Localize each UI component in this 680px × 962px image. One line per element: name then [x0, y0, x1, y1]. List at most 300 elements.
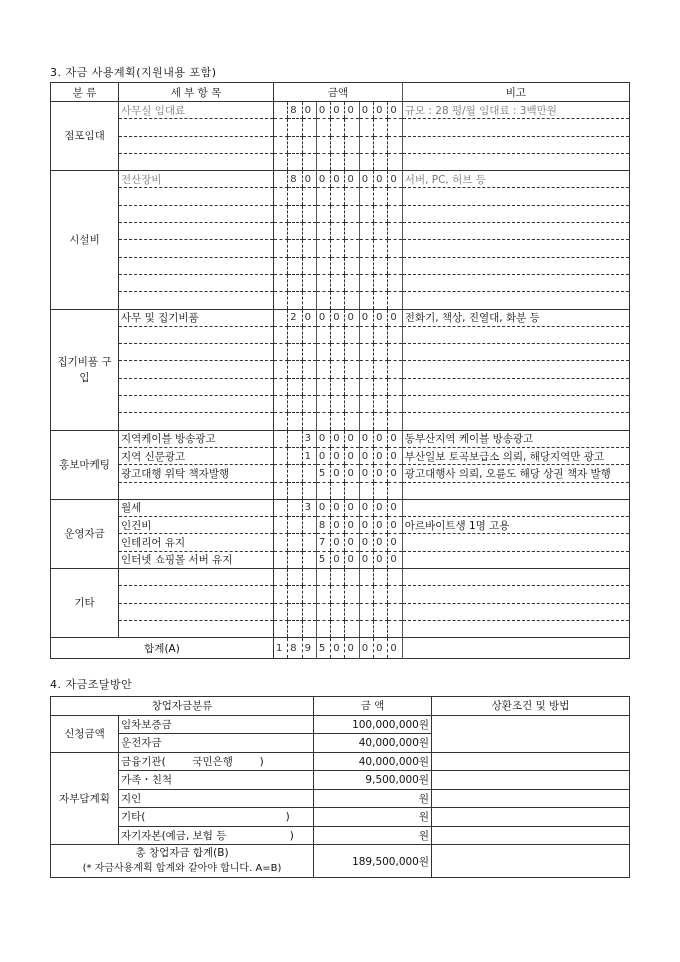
amount-digit: 0 [316, 499, 330, 516]
amount-digit [274, 396, 288, 413]
amount-digit [331, 482, 345, 499]
amount-digit [288, 223, 302, 240]
amount-digit [288, 482, 302, 499]
amount-digit [302, 326, 316, 343]
amount-digit [316, 153, 330, 170]
amount-digit [359, 586, 373, 603]
amount-digit [274, 413, 288, 430]
amount-digit: 0 [374, 499, 388, 516]
amount-digit [288, 551, 302, 568]
amount-digit: 0 [331, 309, 345, 326]
header-row [51, 83, 630, 102]
amount-digit [274, 257, 288, 274]
amount-digit: 5 [316, 638, 330, 659]
amount-digit [302, 413, 316, 430]
amount-digit [274, 309, 288, 326]
amount-digit: 0 [331, 430, 345, 447]
amount-digit [388, 413, 402, 430]
amount-digit [345, 603, 359, 620]
item-label: 자기자본(예금, 보험 등 ) [119, 826, 314, 845]
amount-digit [274, 119, 288, 136]
amount-digit [288, 620, 302, 637]
amount-digit [331, 361, 345, 378]
amount-digit [316, 361, 330, 378]
note-cell: 전화기, 책상, 진열대, 화분 등 [402, 309, 629, 326]
amount-digit: 0 [388, 309, 402, 326]
amount-digit [302, 551, 316, 568]
amount-digit [388, 326, 402, 343]
amount-digit [331, 413, 345, 430]
amount-digit [388, 257, 402, 274]
amount-digit [345, 257, 359, 274]
note-cell [402, 274, 629, 291]
amount-digit [302, 482, 316, 499]
amount-value: 40,000,000원 [314, 734, 432, 753]
amount-digit [288, 430, 302, 447]
amount-digit [374, 586, 388, 603]
amount-digit [274, 534, 288, 551]
amount-digit [388, 586, 402, 603]
amount-digit: 0 [388, 499, 402, 516]
note-cell [402, 240, 629, 257]
amount-digit [331, 223, 345, 240]
amount-digit [345, 413, 359, 430]
note-cell [402, 119, 629, 136]
amount-digit: 0 [359, 309, 373, 326]
item-label: 사무 및 집기비품 [119, 309, 274, 326]
table-row [51, 586, 630, 603]
amount-digit [288, 499, 302, 516]
item-label: 사무실 임대료 [119, 102, 274, 119]
amount-digit: 5 [316, 465, 330, 482]
item-label: 운전자금 [119, 734, 314, 753]
amount-digit [316, 620, 330, 637]
table-row [51, 136, 630, 153]
amount-digit: 0 [345, 102, 359, 119]
amount-digit [374, 344, 388, 361]
amount-digit [288, 136, 302, 153]
amount-digit: 0 [331, 499, 345, 516]
amount-digit [274, 517, 288, 534]
table-row [51, 789, 630, 808]
item-label [119, 344, 274, 361]
table-row [51, 361, 630, 378]
table-row [51, 534, 630, 551]
amount-digit: 0 [388, 551, 402, 568]
amount-digit [345, 240, 359, 257]
table-row [51, 240, 630, 257]
category-label: 집기비품 구입 [51, 309, 119, 430]
table-row [51, 808, 630, 827]
item-label: 전산장비 [119, 171, 274, 188]
amount-digit [374, 153, 388, 170]
table-row [51, 257, 630, 274]
amount-digit [331, 136, 345, 153]
amount-digit: 0 [302, 171, 316, 188]
amount-digit [288, 361, 302, 378]
category-label: 시설비 [51, 171, 119, 309]
amount-digit [345, 344, 359, 361]
item-label: 지역케이블 방송광고 [119, 430, 274, 447]
amount-digit [316, 223, 330, 240]
amount-digit [374, 396, 388, 413]
item-label [119, 586, 274, 603]
amount-digit: 0 [302, 102, 316, 119]
amount-digit [359, 396, 373, 413]
amount-digit [331, 188, 345, 205]
funding-plan-table [50, 696, 630, 878]
amount-digit: 0 [374, 447, 388, 464]
category-label: 기타 [51, 569, 119, 638]
amount-digit [345, 378, 359, 395]
item-label: 인터넷 쇼핑몰 서버 유지 [119, 551, 274, 568]
table-row [51, 292, 630, 309]
amount-digit: 0 [359, 534, 373, 551]
amount-digit [288, 586, 302, 603]
amount-digit [374, 413, 388, 430]
amount-digit: 0 [388, 465, 402, 482]
amount-digit [345, 396, 359, 413]
amount-digit [374, 603, 388, 620]
amount-digit: 0 [331, 102, 345, 119]
amount-digit: 0 [316, 102, 330, 119]
item-label [119, 603, 274, 620]
amount-digit [288, 517, 302, 534]
amount-digit [316, 326, 330, 343]
item-label [119, 119, 274, 136]
note-cell: 아르바이트생 1명 고용 [402, 517, 629, 534]
amount-digit [274, 465, 288, 482]
note-cell: 동부산지역 케이블 방송광고 [402, 430, 629, 447]
terms-cell [432, 771, 630, 790]
amount-digit: 0 [388, 171, 402, 188]
table-row [51, 569, 630, 586]
item-label: 인테리어 유지 [119, 534, 274, 551]
amount-digit [388, 292, 402, 309]
item-label [119, 257, 274, 274]
amount-digit: 0 [316, 171, 330, 188]
amount-digit [388, 205, 402, 222]
note-cell: 광고대행사 의뢰, 오륜도 해당 상권 책자 발행 [402, 465, 629, 482]
table-row [51, 205, 630, 222]
note-cell [402, 569, 629, 586]
amount-digit [316, 396, 330, 413]
amount-digit: 0 [345, 309, 359, 326]
amount-digit [388, 344, 402, 361]
table-row [51, 771, 630, 790]
amount-digit [388, 223, 402, 240]
item-label [119, 413, 274, 430]
amount-digit [274, 102, 288, 119]
amount-digit [359, 188, 373, 205]
item-label: 금융기관( 국민은행 ) [119, 752, 314, 771]
note-cell [402, 620, 629, 637]
amount-digit: 0 [374, 430, 388, 447]
amount-digit [359, 620, 373, 637]
amount-digit: 2 [288, 309, 302, 326]
amount-digit [302, 153, 316, 170]
note-cell [402, 326, 629, 343]
amount-digit: 0 [359, 551, 373, 568]
amount-digit: 0 [374, 638, 388, 659]
amount-digit [302, 378, 316, 395]
amount-digit [388, 188, 402, 205]
amount-digit [316, 482, 330, 499]
header-note: 비고 [402, 83, 629, 102]
amount-digit [302, 136, 316, 153]
table-row [51, 326, 630, 343]
amount-digit [345, 153, 359, 170]
amount-digit [388, 569, 402, 586]
amount-digit: 0 [345, 447, 359, 464]
item-label [119, 292, 274, 309]
amount-digit [331, 586, 345, 603]
amount-digit [302, 223, 316, 240]
note-cell [402, 482, 629, 499]
amount-digit [274, 482, 288, 499]
header-terms: 상환조건 및 방법 [432, 697, 630, 716]
table-row [51, 752, 630, 771]
total-label: 총 창업자금 합계(B) [135, 847, 229, 859]
item-label [119, 205, 274, 222]
amount-digit [288, 153, 302, 170]
amount-digit [274, 361, 288, 378]
table-row [51, 119, 630, 136]
amount-digit [374, 240, 388, 257]
item-label [119, 240, 274, 257]
amount-digit: 0 [359, 447, 373, 464]
amount-digit: 0 [359, 102, 373, 119]
amount-digit [316, 136, 330, 153]
header-amount: 금 액 [314, 697, 432, 716]
amount-digit [274, 188, 288, 205]
amount-digit [316, 569, 330, 586]
note-cell [402, 499, 629, 516]
amount-digit [302, 569, 316, 586]
amount-digit: 0 [359, 499, 373, 516]
amount-digit: 0 [302, 309, 316, 326]
header-item: 세 부 항 목 [119, 83, 274, 102]
amount-digit [288, 257, 302, 274]
amount-digit [288, 292, 302, 309]
item-label [119, 482, 274, 499]
amount-digit [331, 603, 345, 620]
amount-digit [302, 465, 316, 482]
amount-digit [345, 188, 359, 205]
amount-digit [274, 240, 288, 257]
amount-digit [331, 378, 345, 395]
amount-digit [388, 482, 402, 499]
amount-digit [302, 620, 316, 637]
amount-digit [302, 188, 316, 205]
amount-digit [316, 344, 330, 361]
amount-digit [288, 534, 302, 551]
amount-digit [359, 413, 373, 430]
amount-digit [316, 378, 330, 395]
header-category: 창업자금분류 [51, 697, 314, 716]
amount-digit: 0 [374, 517, 388, 534]
amount-digit [316, 119, 330, 136]
item-label [119, 223, 274, 240]
amount-digit [388, 396, 402, 413]
amount-digit [345, 482, 359, 499]
item-label: 광고대행 위탁 책자발행 [119, 465, 274, 482]
amount-digit [274, 447, 288, 464]
table-row [51, 603, 630, 620]
amount-digit [388, 119, 402, 136]
amount-digit: 0 [316, 447, 330, 464]
terms-cell [432, 715, 630, 752]
amount-digit [274, 586, 288, 603]
amount-digit [374, 136, 388, 153]
item-label [119, 569, 274, 586]
terms-cell [432, 826, 630, 845]
amount-digit: 0 [331, 551, 345, 568]
table-row [51, 309, 630, 326]
note-cell [402, 205, 629, 222]
amount-digit [274, 326, 288, 343]
item-label: 기타( ) [119, 808, 314, 827]
amount-digit [302, 361, 316, 378]
fund-usage-table [50, 82, 630, 659]
table-row [51, 378, 630, 395]
amount-digit [345, 361, 359, 378]
item-label: 월세 [119, 499, 274, 516]
amount-digit [302, 292, 316, 309]
item-label [119, 361, 274, 378]
amount-digit: 0 [359, 430, 373, 447]
amount-value: 40,000,000원 [314, 752, 432, 771]
amount-digit [359, 344, 373, 361]
amount-digit: 0 [331, 465, 345, 482]
amount-digit [345, 119, 359, 136]
amount-digit [374, 223, 388, 240]
table-row [51, 430, 630, 447]
item-label: 인건비 [119, 517, 274, 534]
note-cell [402, 586, 629, 603]
amount-digit: 0 [331, 517, 345, 534]
self-label: 자부담계획 [51, 752, 119, 845]
amount-value: 원 [314, 808, 432, 827]
terms-cell [432, 789, 630, 808]
amount-digit: 8 [288, 102, 302, 119]
amount-digit [331, 153, 345, 170]
note-cell [402, 378, 629, 395]
amount-digit: 8 [288, 638, 302, 659]
amount-digit [331, 274, 345, 291]
amount-digit [274, 430, 288, 447]
note-cell [402, 396, 629, 413]
amount-digit: 0 [359, 171, 373, 188]
amount-digit [274, 205, 288, 222]
table-row [51, 171, 630, 188]
amount-digit [274, 292, 288, 309]
amount-digit [331, 292, 345, 309]
amount-digit [374, 378, 388, 395]
amount-digit: 0 [345, 171, 359, 188]
table-row [51, 517, 630, 534]
amount-digit: 8 [316, 517, 330, 534]
amount-digit [316, 188, 330, 205]
amount-digit [302, 257, 316, 274]
terms-cell [432, 845, 630, 878]
amount-digit: 0 [345, 534, 359, 551]
note-cell [402, 638, 629, 659]
table-row [51, 413, 630, 430]
amount-digit [345, 620, 359, 637]
table-row [51, 826, 630, 845]
amount-digit [359, 136, 373, 153]
amount-digit [288, 240, 302, 257]
note-cell [402, 292, 629, 309]
amount-digit [359, 257, 373, 274]
amount-digit [345, 569, 359, 586]
amount-digit [288, 274, 302, 291]
note-cell [402, 551, 629, 568]
table-row [51, 396, 630, 413]
item-label: 임차보증금 [119, 715, 314, 734]
note-cell [402, 136, 629, 153]
amount-digit [274, 499, 288, 516]
table-row [51, 620, 630, 637]
amount-digit [374, 119, 388, 136]
amount-digit [374, 292, 388, 309]
amount-digit [388, 603, 402, 620]
amount-digit [345, 205, 359, 222]
item-label [119, 326, 274, 343]
amount-digit [359, 569, 373, 586]
header-row [51, 697, 630, 716]
amount-digit: 0 [345, 430, 359, 447]
total-row [51, 845, 630, 878]
amount-digit [374, 188, 388, 205]
amount-digit [302, 396, 316, 413]
amount-digit [316, 274, 330, 291]
item-label: 가족・친척 [119, 771, 314, 790]
amount-digit: 7 [316, 534, 330, 551]
total-label: 합계(A) [51, 638, 274, 659]
amount-digit [288, 119, 302, 136]
amount-digit [331, 344, 345, 361]
note-cell [402, 534, 629, 551]
amount-digit: 0 [359, 517, 373, 534]
item-label [119, 396, 274, 413]
amount-digit: 0 [388, 517, 402, 534]
note-cell [402, 413, 629, 430]
amount-digit [302, 517, 316, 534]
amount-digit: 0 [374, 534, 388, 551]
table-row [51, 153, 630, 170]
category-label: 홍보마케팅 [51, 430, 119, 499]
amount-digit: 0 [388, 102, 402, 119]
amount-digit [359, 240, 373, 257]
amount-digit [359, 223, 373, 240]
amount-digit: 0 [331, 171, 345, 188]
amount-digit [316, 257, 330, 274]
table-row [51, 465, 630, 482]
amount-value: 원 [314, 826, 432, 845]
amount-digit: 3 [302, 499, 316, 516]
amount-digit: 0 [331, 638, 345, 659]
amount-digit [388, 153, 402, 170]
amount-value: 9,500,000원 [314, 771, 432, 790]
amount-digit [359, 326, 373, 343]
amount-digit: 0 [345, 638, 359, 659]
amount-digit [274, 603, 288, 620]
amount-digit [374, 257, 388, 274]
header-category: 분 류 [51, 83, 119, 102]
amount-digit [345, 326, 359, 343]
